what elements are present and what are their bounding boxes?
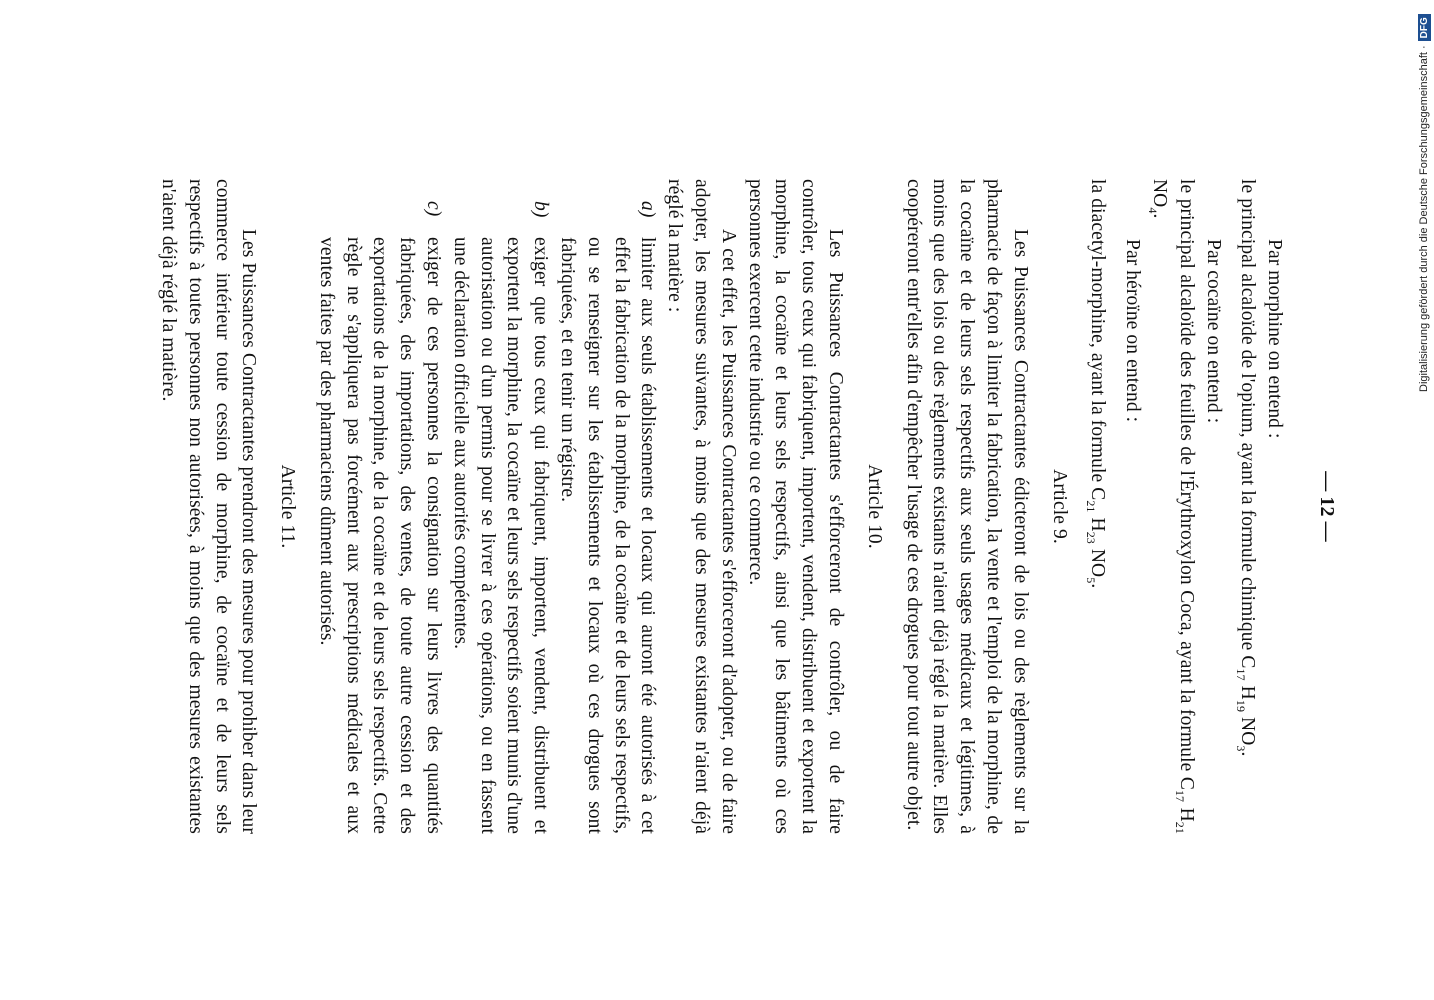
item-text: limiter aux seuls établissements et locaux qui auront été autorisés à cet effet la fabrication de la morphine, de la cocaïne et de leurs sels respectifs, ou se renseigner sur les établissements et locaux où ces drogues sont fabriquées, et en tenir un régistre. bbox=[557, 237, 659, 834]
item-text: exiger de ces personnes la consignation sur leurs livres des quantités fabriquées, des importations, des ventes, de toute autre cession et des exportations de la morphine, de la cocaïne et de leurs sels respectifs. Cette règle ne s'appliquera pas forcément aux prescriptions médicales et aux ventes faites par des pharmaciens dûment autorisés. bbox=[315, 237, 445, 834]
morphine-intro: Par morphine on entend : bbox=[1264, 239, 1286, 439]
dfg-logo-icon: DFG bbox=[1418, 14, 1431, 41]
heroin-definition: la diacetyl-morphine, ayant la formule $C_{21}$ $H_{23}$ $NO_5$. bbox=[1084, 179, 1109, 589]
article-9-text: Les Puissances Contractantes édicteront de lois ou des règlements sur la pharmacie de façon à limiter la fabrication, la vente et l'emploi de la morphine, de la cocaïne et de leurs sels respectifs aux seuls usages médicaux et légitimes, à moins que des lois ou des règlements existants n'aient déjà réglé la matière. Elles coopéreront entr'elles afin d'empêcher l'usage de ces drogues pour tout autre objet. bbox=[902, 179, 1031, 834]
article-10-paragraph-1: Les Puissances Contractantes s'efforceront de contrôler, ou de faire contrôler, tous ceux qui fabriquent, importent, vendent, distribuent et exportent la morphine, la cocaïne et leurs sels respectifs, ainsi que les bâtiments où ces personnes exercent cette industrie ou ce commerce. bbox=[744, 179, 847, 834]
article-11-heading: Article 11. bbox=[277, 464, 299, 549]
article-10-paragraph-2: A cet effet, les Puissances Contractantes s'efforceront d'adopter, ou de faire adopter, les mesures suivantes, à moins que des mesures existantes n'aient déjà réglé la matière : bbox=[664, 179, 739, 834]
morphine-definition: le principal alcaloïde de l'opium, ayant la formule chimique $C_{17}$ $H_{19}$ $NO_3$. bbox=[1234, 179, 1259, 757]
article-10-item-c bbox=[312, 179, 446, 834]
article-10-item-a bbox=[553, 179, 660, 834]
dfg-watermark bbox=[1418, 14, 1431, 392]
document-page bbox=[132, 14, 1342, 964]
cocaine-intro: Par cocaïne on entend : bbox=[1202, 239, 1224, 424]
watermark-text: Digitalisierung gefördert durch die Deutsche Forschungsgemeinschaft · bbox=[1418, 45, 1430, 392]
article-10-heading: Article 10. bbox=[863, 464, 885, 549]
item-text: exiger que tous ceux qui fabriquent, importent, vendent, distribuent et exportent la morphine, la cocaïne et leurs sels respectifs soient munis d'une autorisation ou d'un permis pour se livrer à ces opérations, ou en fassent une déclaration officielle aux autorités compétentes. bbox=[449, 237, 552, 834]
page-number: — 12 — bbox=[1316, 471, 1338, 542]
article-10-item-b bbox=[446, 179, 553, 834]
item-label: c) bbox=[423, 201, 445, 217]
item-label: a) bbox=[637, 201, 659, 218]
cocaine-definition: le principal alcaloïde des feuilles de l'Érythroxylon Coca, ayant la formule $C_{17}$ $H_{21}$ $NO_4$. bbox=[1146, 179, 1197, 834]
item-label: b) bbox=[530, 201, 552, 218]
article-11-text: Les Puissances Contractantes prendront des mesures pour prohiber dans leur commerce intérieur toute cession de morphine, de cocaïne et de leurs sels respectifs à toutes personnes non autorisées, à moins que des mesures existantes n'aient déjà réglé la matière. bbox=[157, 179, 260, 834]
article-9-heading: Article 9. bbox=[1048, 469, 1070, 544]
heroin-intro: Par héroïne on entend : bbox=[1122, 239, 1144, 423]
